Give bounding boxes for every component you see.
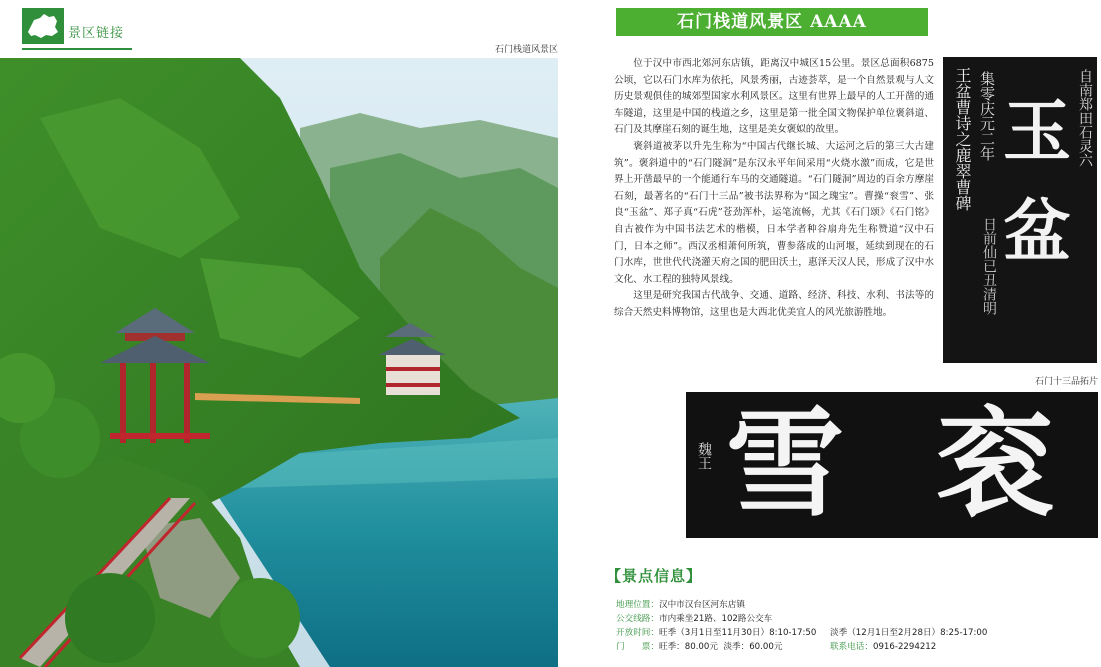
- rubbing-big-char: 衮: [936, 394, 1055, 533]
- ticket-label: 门 票：: [616, 642, 659, 652]
- ticket-peak: 旺季：80.00元: [658, 642, 718, 652]
- photo-caption: 石门栈道风景区: [494, 45, 558, 55]
- info-row-hours: [616, 626, 1096, 640]
- phone-value: 0916-2294212: [872, 642, 937, 652]
- info-row-address: [616, 598, 1096, 612]
- hours-off: 淡季（12月1日至2月28日）8:25-17:00: [830, 628, 988, 638]
- paragraph: 这里是研究我国古代战争、交通、道路、经济、科技、水利、书法等的综合天然史料博物馆，这里也是大西北优美宜人的风光旅游胜地。: [614, 290, 934, 318]
- region-map-icon: [22, 8, 64, 44]
- rubbing-col: 自南郑田石灵六: [1077, 69, 1093, 167]
- article-body: [614, 56, 934, 322]
- address-value: 汉中市汉台区河东店镇: [658, 600, 745, 610]
- rubbing-col: 日前仙已丑清明: [981, 217, 997, 315]
- hours-label: 开放时间：: [616, 628, 659, 638]
- address-label: 地理位置：: [616, 600, 659, 610]
- page-title: 石门栈道风景区 AAAA: [616, 8, 928, 36]
- main-photo: [0, 58, 558, 667]
- info-row-ticket: [616, 640, 1096, 654]
- section-badge: [22, 8, 132, 44]
- rubbing-big-char: 玉: [1003, 92, 1072, 172]
- info-list: [616, 598, 1096, 654]
- info-row-bus: [616, 612, 1096, 626]
- paragraph: 位于汉中市西北郊河东店镇，距离汉中城区15公里。景区总面积6875公顷，它以石门水库为依托，风景秀丽，古迹荟萃，是一个自然景观与人文历史景观俱佳的城郊型国家水利风景区。这里有世界上最早的人工开凿的通车隧道，这里是中国的栈道之乡，这里是第一批全国文物保护单位褒斜道、石门及其摩崖石刻的诞生地，这里是美女褒姒的故里。: [614, 58, 934, 136]
- rubbing-caption: 石门十三品拓片: [1034, 377, 1098, 387]
- rubbing-big-char: 雪: [726, 394, 845, 533]
- stele-rubbing-gunxue: [686, 392, 1098, 538]
- hours-peak: 旺季（3月1日至11月30日）8:10-17:50: [658, 628, 817, 638]
- paragraph: 褒斜道被茅以升先生称为“中国古代继长城、大运河之后的第三大古建筑”。褒斜道中的“石门隧洞”是东汉永平年间采用“火烧水激”而成，它是世界上开凿最早的一个能通行车马的交通隧道。“石门隧洞”周边的百余方摩崖石刻，最著名的“石门十三品”被书法界称为“国之瑰宝”。曹操“衮雪”、张良“玉盆”、郑子真“石虎”苍劲浑朴，运笔流畅，尤其《石门颂》《石门铭》自古被作为中国书法艺术的楷模，日本学者种谷扇舟先生称赞道“汉中石门，日本之师”。西汉丞相萧何所筑，曹参落成的山河堰，延续到现在的石门水库，世世代代浇灌天府之国的肥田沃土，惠泽天汉人民，形成了汉中水文化、水工程的独特风景线。: [614, 140, 934, 285]
- ticket-off: 淡季：60.00元: [723, 642, 783, 652]
- stele-rubbing-yupen: [943, 57, 1097, 363]
- rubbing-col: 王盆曹诗之鹿翠曹碑: [953, 67, 972, 211]
- bus-value: 市内乘坐21路、102路公交车: [658, 614, 773, 624]
- info-heading: 【景点信息】: [606, 567, 703, 585]
- section-label: 景区链接: [68, 26, 125, 41]
- section-rule: [22, 48, 132, 50]
- rubbing-side-char: 魏王: [696, 442, 712, 470]
- phone-label: 联系电话：: [830, 642, 873, 652]
- rubbing-col: 集零庆元二年: [978, 71, 996, 161]
- rubbing-big-char: 盆: [1003, 192, 1072, 272]
- bus-label: 公交线路：: [616, 614, 659, 624]
